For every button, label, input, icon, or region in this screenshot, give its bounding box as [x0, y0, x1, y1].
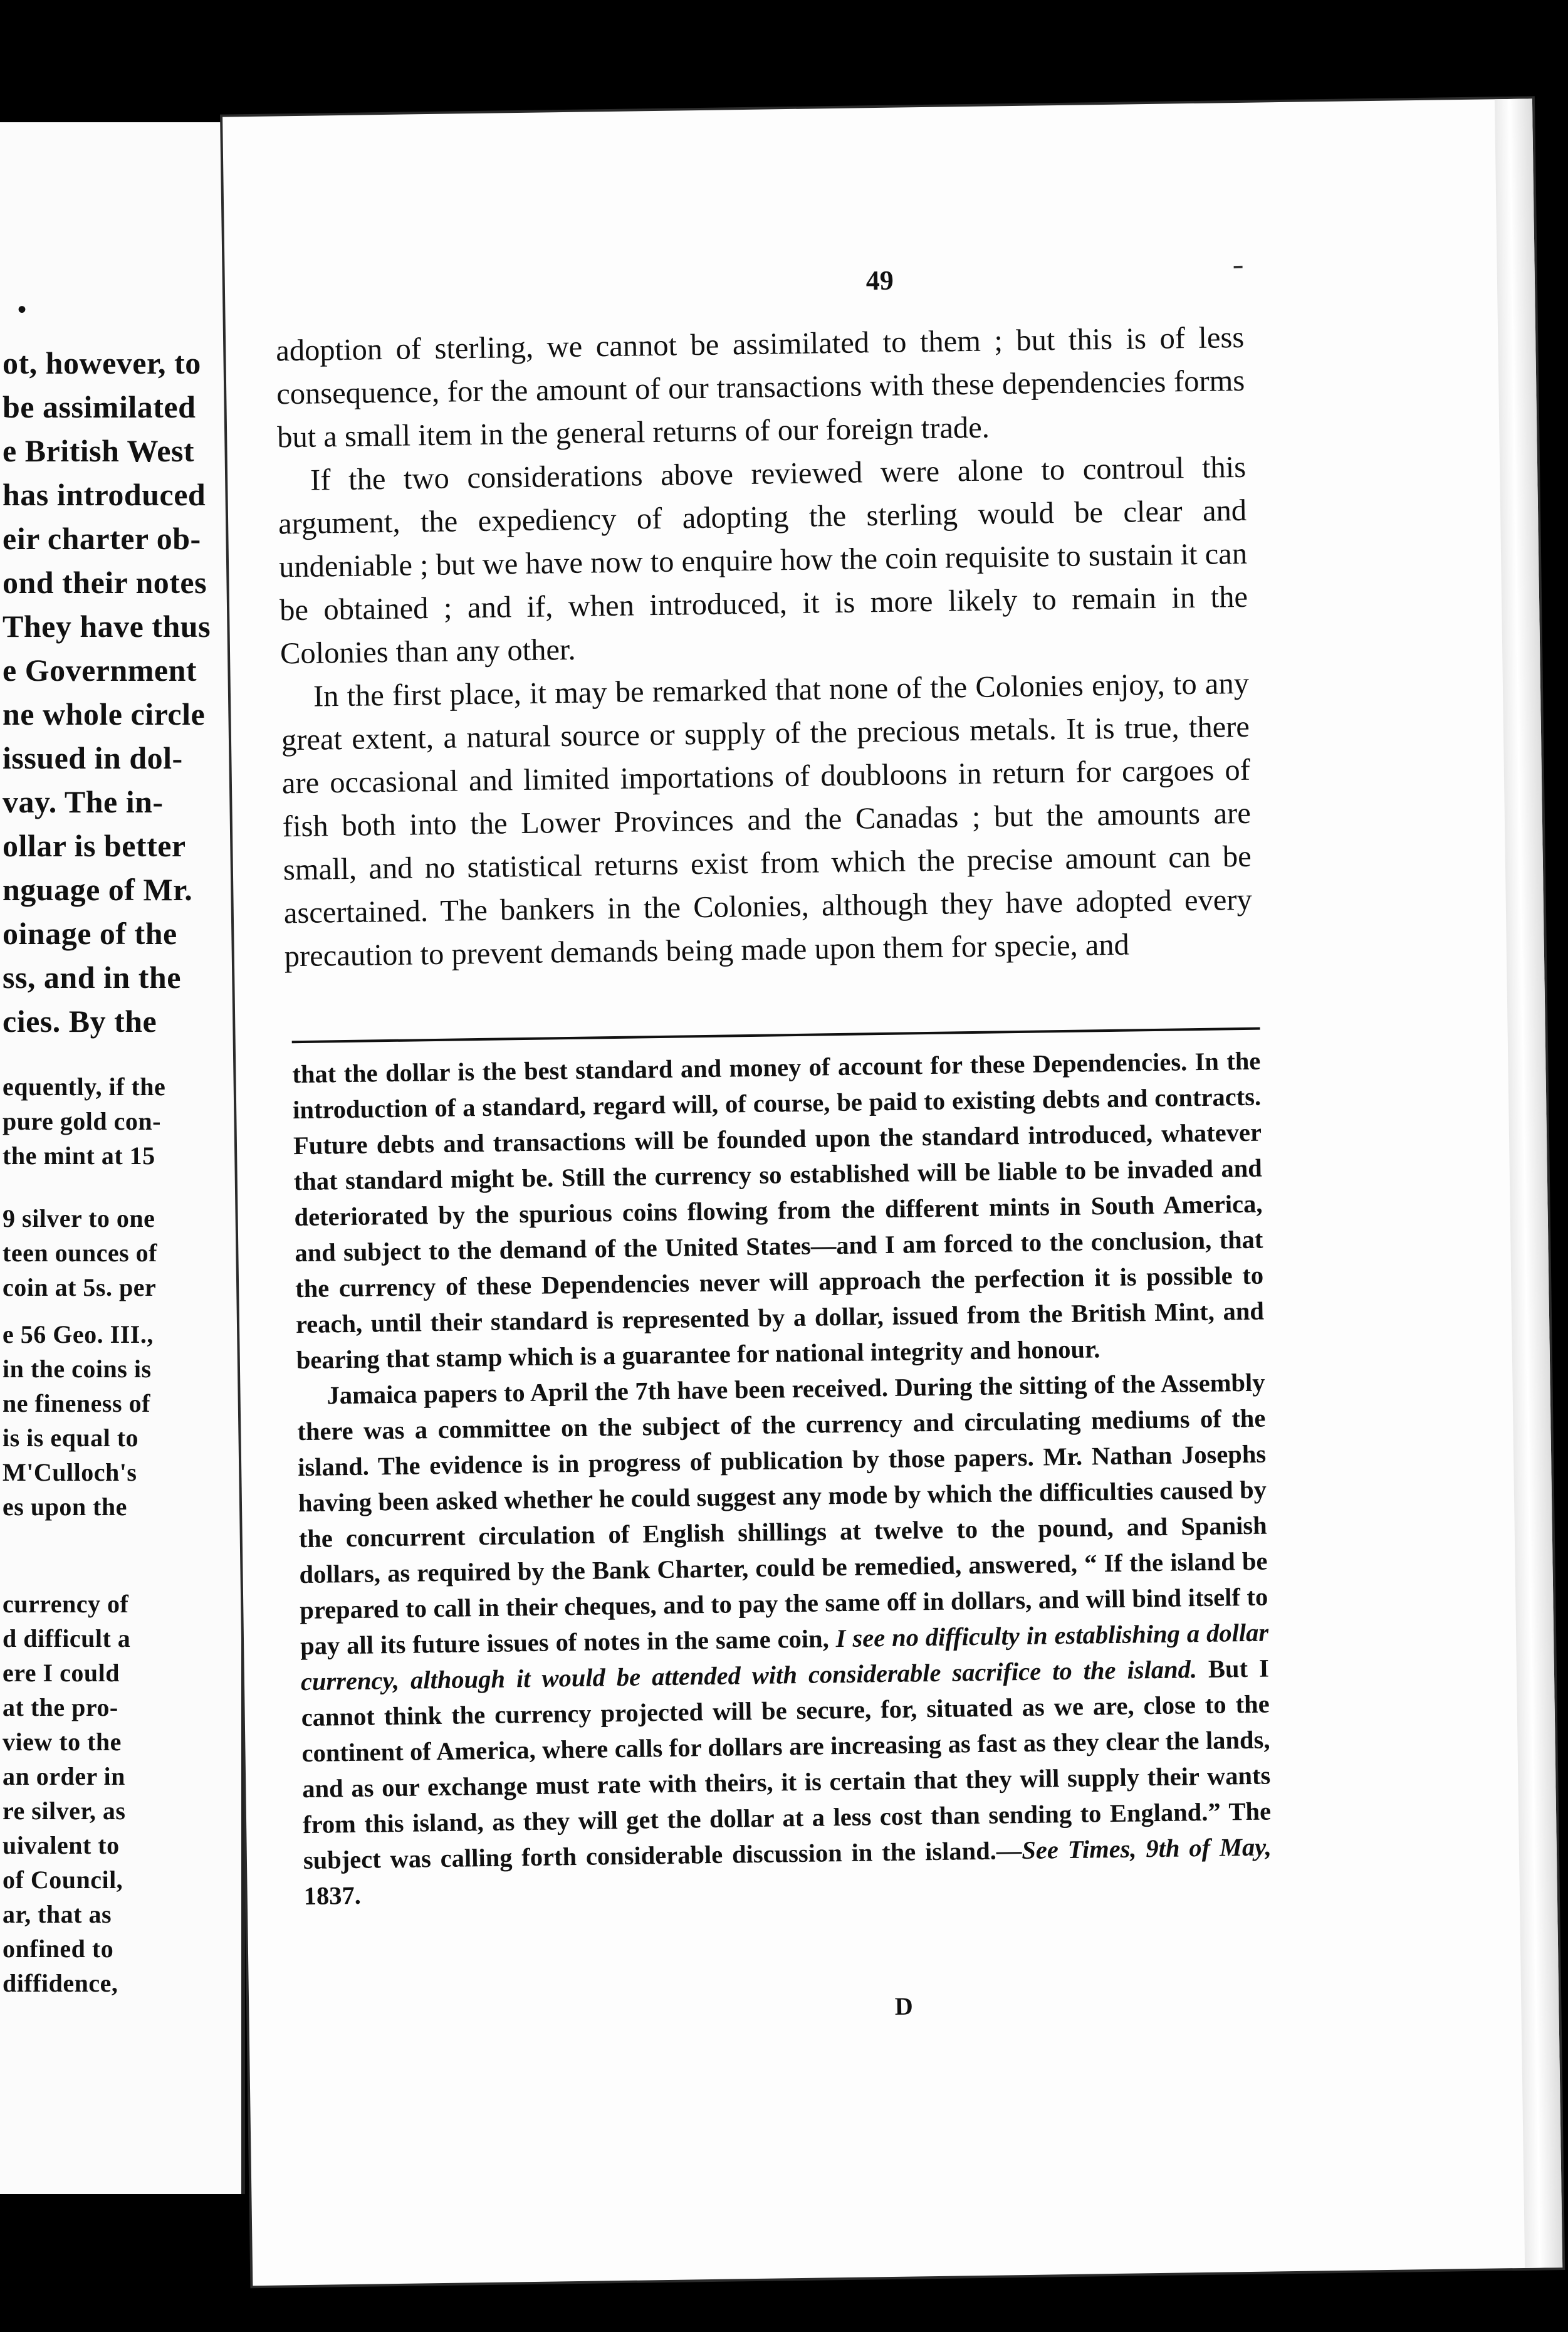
page-edge: [1495, 98, 1562, 2268]
main-text: [276, 316, 1253, 978]
facing-page-line: ot, however, to: [3, 345, 201, 381]
facing-page-footnote-line: at the pro-: [3, 1693, 118, 1721]
facing-page-footnote-line: currency of: [3, 1590, 129, 1618]
facing-page-line: ond their notes: [3, 565, 207, 600]
facing-page-footnote-line: pure gold con-: [3, 1107, 161, 1135]
facing-page-line: issued in dol-: [3, 740, 183, 775]
facing-page-line: cies. By the: [3, 1004, 157, 1039]
footnote-paragraph: [296, 1365, 1272, 1914]
footnote-rule: [292, 1027, 1260, 1044]
facing-page-footnote-line: ere I could: [3, 1659, 120, 1687]
facing-page-footnote-line: M'Culloch's: [3, 1458, 137, 1486]
facing-page-line: ss, and in the: [3, 960, 181, 995]
book-page: [222, 98, 1562, 2286]
signature-mark: D: [894, 1992, 914, 2020]
facing-page-footnote-line: uivalent to: [3, 1831, 120, 1859]
footnote: [292, 1043, 1272, 1914]
facing-page-footnote-line: coin at 5s. per: [3, 1273, 157, 1301]
footnote-quote-italic: I see no difficulty in establishing a dollar currency, although it would be attended with considerable sacrifice to the island.: [300, 1618, 1269, 1696]
footnote-text: But I cannot think the currency projected will be secure, for, situated as we are, close to the continent of America, where calls for dollars are increasing as fast as they clear the lands, and as our exchange must rate with theirs, it is certain that they will supply their wants from this island, as they will get the dollar at a less cost than sending to England.” The subject was calling forth considerable discussion in the island.—: [301, 1654, 1272, 1875]
facing-page-footnote-line: equently, if the: [3, 1073, 166, 1101]
facing-page-footnote-line: of Council,: [3, 1866, 123, 1894]
facing-page-footnote-line: e 56 Geo. III.,: [3, 1320, 154, 1348]
footnote-citation: See Times, 9th of May,: [1021, 1832, 1272, 1865]
facing-page-footnote-line: ne fineness of: [3, 1389, 150, 1417]
facing-page-line: nguage of Mr.: [3, 872, 193, 907]
paragraph: In the first place, it may be remarked that none of the Colonies enjoy, to any great extent, a natural source or supply of the precious metals. It is true, there are occasional and limited importations of doubloons in return for cargoes of fish both into the Lower Provinces and the Canadas ; but the amounts are small, and no statistical returns exist from which the precise amount can be ascertained. The bankers in the Colonies, although they have adopted every precaution to prevent demands being made upon them for specie, and: [281, 666, 1253, 974]
facing-page-line: eir charter ob-: [3, 521, 201, 556]
facing-page-footnote-line: ar, that as: [3, 1900, 112, 1928]
facing-page-footnote-line: 9 silver to one: [3, 1204, 155, 1232]
facing-page-line: oinage of the: [3, 916, 177, 951]
footnote-paragraph: that the dollar is the best standard and money of account for these Dependencies. In the introduction of a standard, regard will, of course, be paid to existing debts and contracts. Future debts and transactions will be founded upon the standard introduced, whatever that standard might be. Still the currency so established will be liable to be invaded and deteriorated by the spurious coins flowing from the different mints in South America, and subject to the demand of the United States—and I am forced to the conclusion, that the currency of these Dependencies never will approach the perfection it is possible to reach, until their standard is represented by a dollar, issued from the British Mint, and bearing that stamp which is a guarantee for national integrity and honour.: [292, 1046, 1265, 1375]
footnote-year: 1837.: [303, 1881, 362, 1911]
facing-page-footnote-line: the mint at 15: [3, 1142, 155, 1170]
facing-page-footnote-line: d difficult a: [3, 1624, 131, 1652]
facing-page-footnote-line: onfined to: [3, 1935, 114, 1963]
facing-page-footnote-line: in the coins is: [3, 1355, 152, 1383]
facing-page-line: e British West: [3, 433, 195, 468]
bullet-mark: •: [18, 295, 27, 323]
facing-page-footnote-line: is is equal to: [3, 1424, 139, 1452]
facing-page-line: ollar is better: [3, 828, 186, 863]
paragraph: adoption of sterling, we cannot be assimilated to them ; but this is of less consequence, for the amount of our transactions with these dependencies forms but a small item in the general returns of our foreign trade.: [275, 320, 1245, 454]
facing-page-line: e Government: [3, 653, 197, 688]
facing-page-footnote-line: re silver, as: [3, 1797, 126, 1825]
page-number: 49: [865, 265, 894, 297]
facing-page-footnote-line: diffidence,: [3, 1969, 118, 1997]
facing-page-footnote-line: teen ounces of: [3, 1239, 157, 1267]
facing-page-line: vay. The in-: [3, 784, 164, 819]
facing-page: [0, 122, 245, 2194]
facing-page-footnote-line: view to the: [3, 1728, 122, 1756]
facing-page-footnote-line: an order in: [3, 1762, 125, 1790]
facing-page-line: be assimilated: [3, 389, 196, 424]
facing-page-line: They have thus: [3, 609, 211, 644]
paragraph: If the two considerations above reviewed were alone to controul this argument, the expediency of adopting the sterling would be clear and undeniable ; but we have now to enquire how the coin requisite to sustain it can be obtained ; and if, when introduced, it is more likely to remain in the Colonies than any other.: [278, 450, 1248, 671]
facing-page-line: ne whole circle: [3, 696, 206, 732]
facing-page-line: has introduced: [3, 477, 206, 512]
facing-page-footnote-line: es upon the: [3, 1493, 127, 1521]
footnote-text: Jamaica papers to April the 7th have been received. During the sitting of the Assembly there was a committee on the subject of the currency and circulating mediums of the island. The evidence is in progress of publication by those papers. Mr. Nathan Josephs having been asked whether he could suggest any mode by which the difficulties caused by the concurrent circulation of English shillings at twelve to the pound, and Spanish dollars, as required by the Bank Charter, could be remedied, answered, “ If the island be prepared to call in their cheques, and to pay the same off in dollars, and will bind itself to pay all its future issues of notes in the same coin,: [297, 1368, 1268, 1661]
